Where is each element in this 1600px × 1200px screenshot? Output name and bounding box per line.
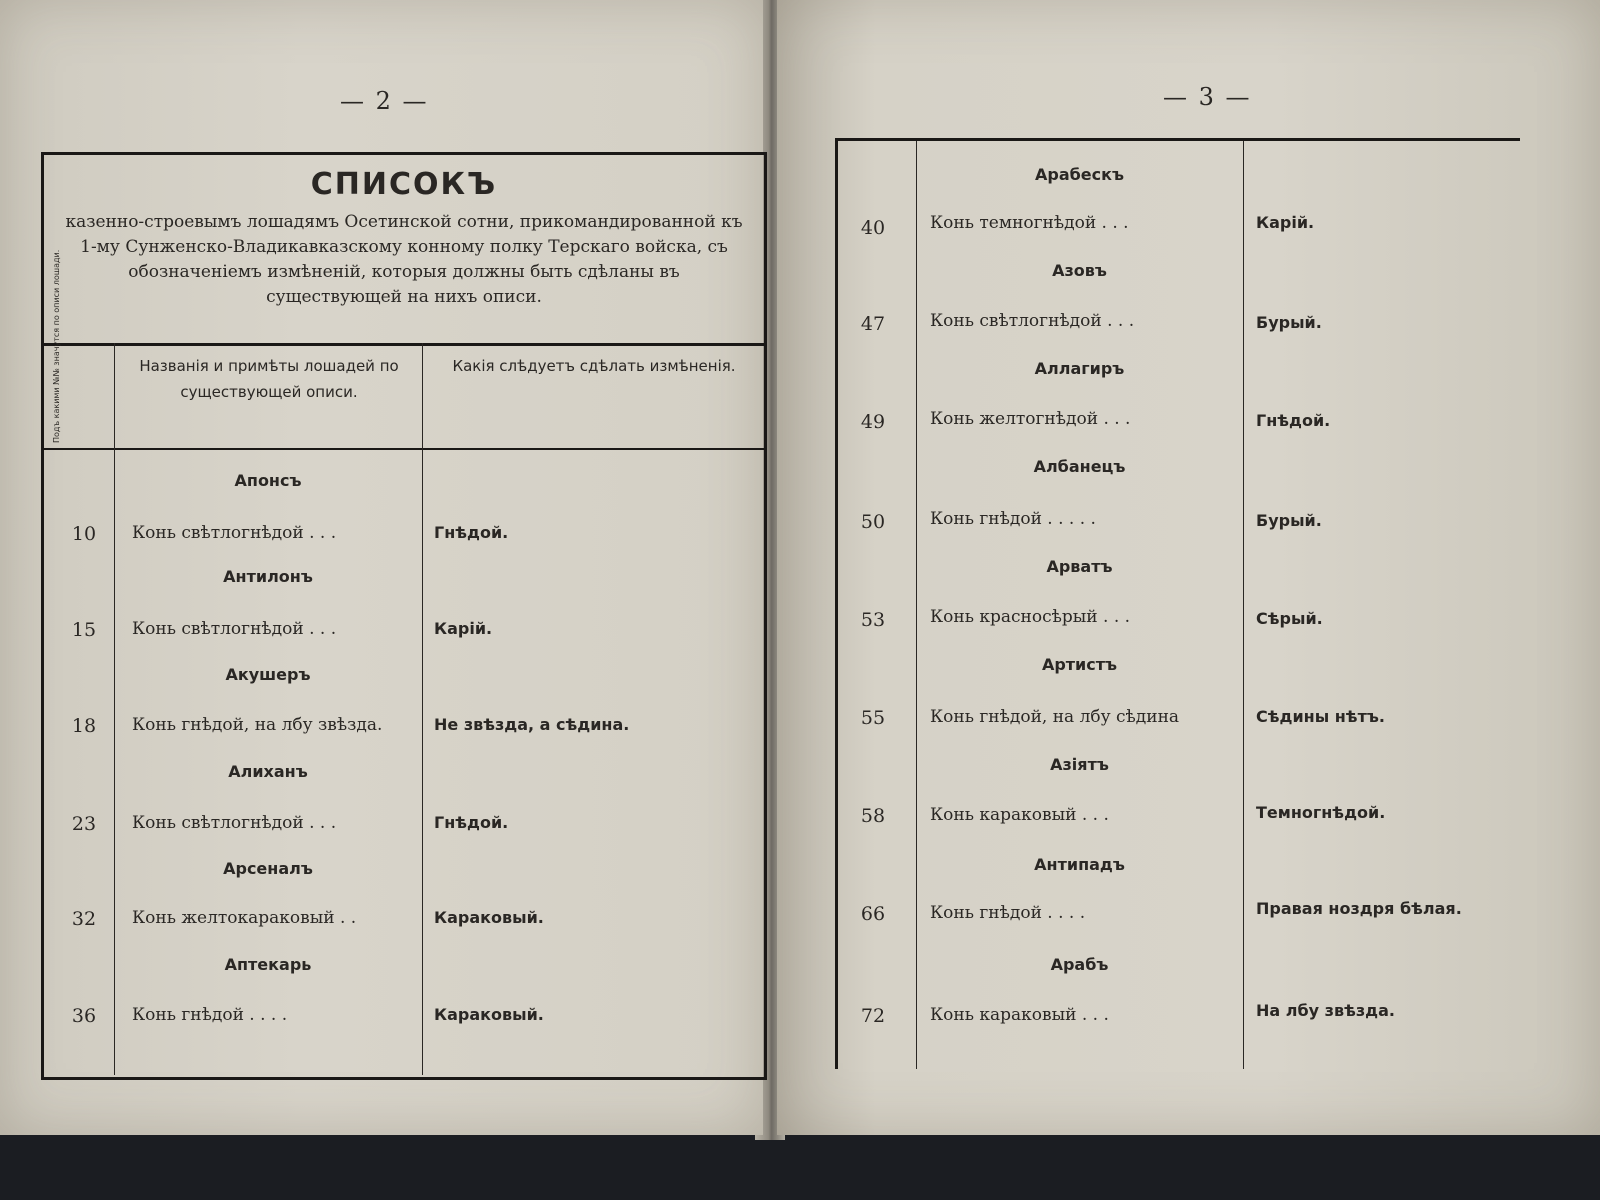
- entry-description: Конь гнѣдой . . . .: [930, 903, 1086, 923]
- column-divider: [422, 448, 423, 1075]
- entry-number: 49: [860, 411, 886, 433]
- entry-number: 50: [860, 511, 886, 533]
- entry-number: 40: [860, 217, 886, 239]
- entry-change: Сѣрый.: [1256, 609, 1323, 628]
- entry-description: Конь гнѣдой, на лбу сѣдина: [930, 707, 1180, 727]
- entry-description: Конь желтокараковый . .: [132, 908, 357, 928]
- entry-number: 32: [71, 908, 97, 930]
- horse-name: Албанецъ: [1033, 457, 1126, 476]
- horse-name: Антипадъ: [1034, 855, 1125, 874]
- entry-change: Карій.: [434, 619, 493, 638]
- entry-description: Конь свѣтлогнѣдой . . .: [132, 813, 337, 833]
- entry-change: Не звѣзда, а сѣдина.: [434, 715, 630, 734]
- header-col-change: Какія слѣдуетъ сдѣлать измѣненія.: [452, 357, 736, 375]
- horse-name: Артистъ: [1041, 655, 1118, 674]
- entry-change: Бурый.: [1256, 511, 1322, 530]
- header-col-description: Названія и примѣты лошадей по существующей описи.: [139, 357, 399, 401]
- entry-description: Конь свѣтлогнѣдой . . .: [132, 619, 337, 639]
- horse-name: Антилонъ: [223, 567, 313, 586]
- entry-change: Гнѣдой.: [1256, 411, 1331, 430]
- horse-name: Арватъ: [1046, 557, 1113, 576]
- left-page-number: — 2 —: [340, 87, 429, 115]
- column-divider: [1243, 141, 1244, 1069]
- right-table-frame: [835, 138, 1520, 1069]
- entry-description: Конь красносѣрый . . .: [930, 607, 1131, 627]
- entry-change: Караковый.: [434, 1005, 544, 1024]
- left-table-frame: [41, 152, 767, 1080]
- entry-change: Караковый.: [434, 908, 544, 927]
- entry-change: Карій.: [1256, 213, 1315, 232]
- entry-change: Гнѣдой.: [434, 813, 509, 832]
- entry-number: 47: [860, 313, 886, 335]
- entry-change: Гнѣдой.: [434, 523, 509, 542]
- entry-description: Конь гнѣдой . . . .: [132, 1005, 288, 1025]
- entry-change: Сѣдины нѣтъ.: [1256, 707, 1385, 726]
- document-title: СПИСОКЪ: [310, 167, 498, 202]
- entry-number: 66: [860, 903, 886, 925]
- entry-number: 53: [860, 609, 886, 631]
- entry-description: Конь свѣтлогнѣдой . . .: [930, 311, 1135, 331]
- entry-description: Конь караковый . . .: [930, 805, 1109, 825]
- entry-change: Правая ноздря бѣлая.: [1256, 899, 1462, 918]
- entry-number: 55: [860, 707, 886, 729]
- document-subtitle: казенно-строевымъ лошадямъ Осетинской сотни, прикомандированной къ 1-му Сунженско-Владикавказскому конному полку Терскаго войска, съ обозначеніемъ измѣненій, которыя должны быть сдѣланы въ существующей на нихъ описи.: [65, 212, 743, 307]
- entry-number: 23: [71, 813, 97, 835]
- entry-description: Конь темногнѣдой . . .: [930, 213, 1129, 233]
- horse-name: Аллагиръ: [1034, 359, 1125, 378]
- right-page-number: — 3 —: [1163, 83, 1252, 111]
- entry-change: На лбу звѣзда.: [1256, 1001, 1395, 1020]
- horse-name: Арабескъ: [1034, 165, 1125, 184]
- column-divider: [916, 141, 917, 1069]
- horse-name: Аптекарь: [224, 955, 312, 974]
- horse-name: Азіятъ: [1050, 755, 1109, 774]
- horse-name: Апонсъ: [234, 471, 302, 490]
- horse-name: Алиханъ: [228, 762, 308, 781]
- horse-name: Арабъ: [1050, 955, 1109, 974]
- entry-change: Темногнѣдой.: [1256, 803, 1386, 822]
- horse-name: Акушеръ: [225, 665, 311, 684]
- left-page: [0, 0, 763, 1135]
- entry-number: 72: [860, 1005, 886, 1027]
- entry-description: Конь свѣтлогнѣдой . . .: [132, 523, 337, 543]
- entry-number: 10: [71, 523, 97, 545]
- entry-number: 36: [71, 1005, 97, 1027]
- horse-name: Арсеналъ: [223, 859, 313, 878]
- entry-change: Бурый.: [1256, 313, 1322, 332]
- header-col-number: Подъ какими №№ значутся по описи лошади.: [52, 249, 61, 443]
- horse-name: Азовъ: [1052, 261, 1107, 280]
- entry-number: 15: [71, 619, 97, 641]
- title-box: [44, 155, 764, 346]
- entry-description: Конь караковый . . .: [930, 1005, 1109, 1025]
- entry-number: 18: [71, 715, 97, 737]
- entry-number: 58: [860, 805, 886, 827]
- entry-description: Конь гнѣдой . . . . .: [930, 509, 1096, 529]
- entry-description: Конь гнѣдой, на лбу звѣзда.: [132, 715, 383, 735]
- entry-description: Конь желтогнѣдой . . .: [930, 409, 1131, 429]
